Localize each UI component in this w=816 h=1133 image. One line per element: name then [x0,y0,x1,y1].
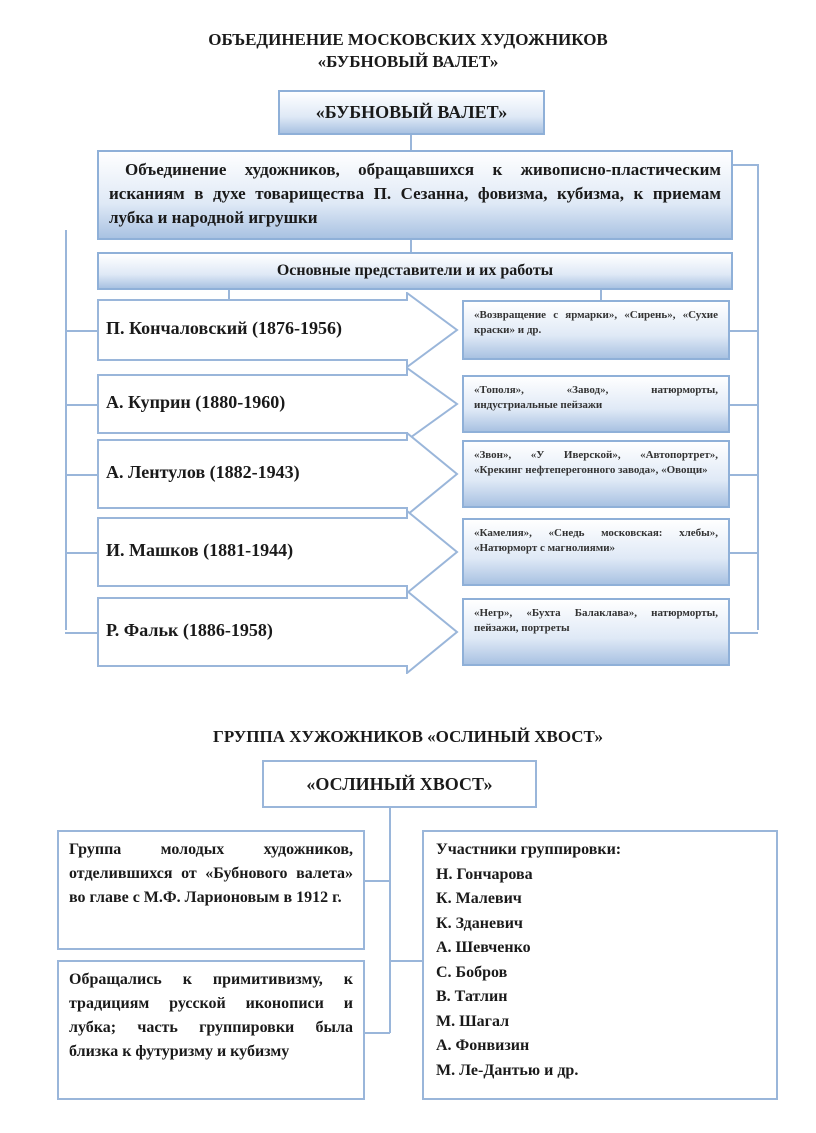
connector [730,632,758,634]
group-style-box: Обращались к примитивизму, к традициям русской иконописи и лубка; часть группировки была близка к футуризму и кубизму [57,960,365,1100]
artist-name: И. Машков (1881-1944) [106,540,294,560]
connector [65,474,97,476]
member-item: А. Шевченко [436,939,531,956]
member-item: С. Бобров [436,963,508,981]
member-item: К. Малевич [436,890,522,907]
section1-title-line1: ОБЪЕДИНЕНИЕ МОСКОВСКИХ ХУДОЖНИКОВ [208,30,608,49]
connector [390,960,422,962]
group-description-box: Группа молодых художников, отделившихся от «Бубнового валета» во главе с М.Ф. Ларионовым в 1912 г. [57,830,365,950]
member-item: К. Зданевич [436,914,523,932]
connector [730,330,758,332]
representatives-bar: Основные представители и их работы [97,252,733,290]
artist-works-box: «Звон», «У Иверской», «Автопортрет», «Крекинг нефтеперегонного завода», «Овощи» [462,440,730,508]
description-box: Объединение художников, обращавшихся к живописно-пластическим исканиям в духе товарищества П. Сезанна, фовизма, кубизма, к приемам лубка и народной игрушки [97,150,733,240]
connector [365,880,390,882]
osliny-khvost-header-box: «ОСЛИНЫЙ ХВОСТ» [262,760,537,808]
connector [389,808,391,1033]
artist-name: П. Кончаловский (1876-1956) [106,318,343,338]
members-label: Участники группировки: [436,841,622,858]
section2-title: ГРУППА ХУЖОЖНИКОВ «ОСЛИНЫЙ ХВОСТ» [213,727,603,746]
member-item: Н. Гончарова [436,865,533,883]
connector [730,552,758,554]
artist-works-box: «Тополя», «Завод», натюрморты, индустриальные пейзажи [462,375,730,433]
member-item: М. Шагал [436,1012,510,1030]
connector [65,552,97,554]
connector [65,330,97,332]
section1-title-line2: «БУБНОВЫЙ ВАЛЕТ» [317,52,499,71]
connector [65,404,97,406]
artist-name: А. Куприн (1880-1960) [106,392,286,412]
right-connector [757,165,759,630]
member-item: А. Фонвизин [436,1037,530,1054]
member-item: М. Ле-Дантью и др. [436,1061,579,1079]
left-connector [65,230,67,630]
bubnovy-valet-header-box: «БУБНОВЫЙ ВАЛЕТ» [278,90,545,135]
connector [733,164,759,166]
connector [730,474,758,476]
artist-works-box: «Негр», «Бухта Балаклава», натюрморты, пейзажи, портреты [462,598,730,666]
artist-name: Р. Фальк (1886-1958) [106,620,273,640]
artist-works-box: «Камелия», «Снедь московская: хлебы», «Натюрморт с магнолиями» [462,518,730,586]
connector [365,1032,390,1034]
artist-name: А. Лентулов (1882-1943) [106,462,300,482]
connector [65,632,97,634]
member-item: В. Татлин [436,988,508,1005]
connector [730,404,758,406]
members-box [422,830,778,1100]
artist-works-box: «Возвращение с ярмарки», «Сирень», «Сухие краски» и др. [462,300,730,360]
